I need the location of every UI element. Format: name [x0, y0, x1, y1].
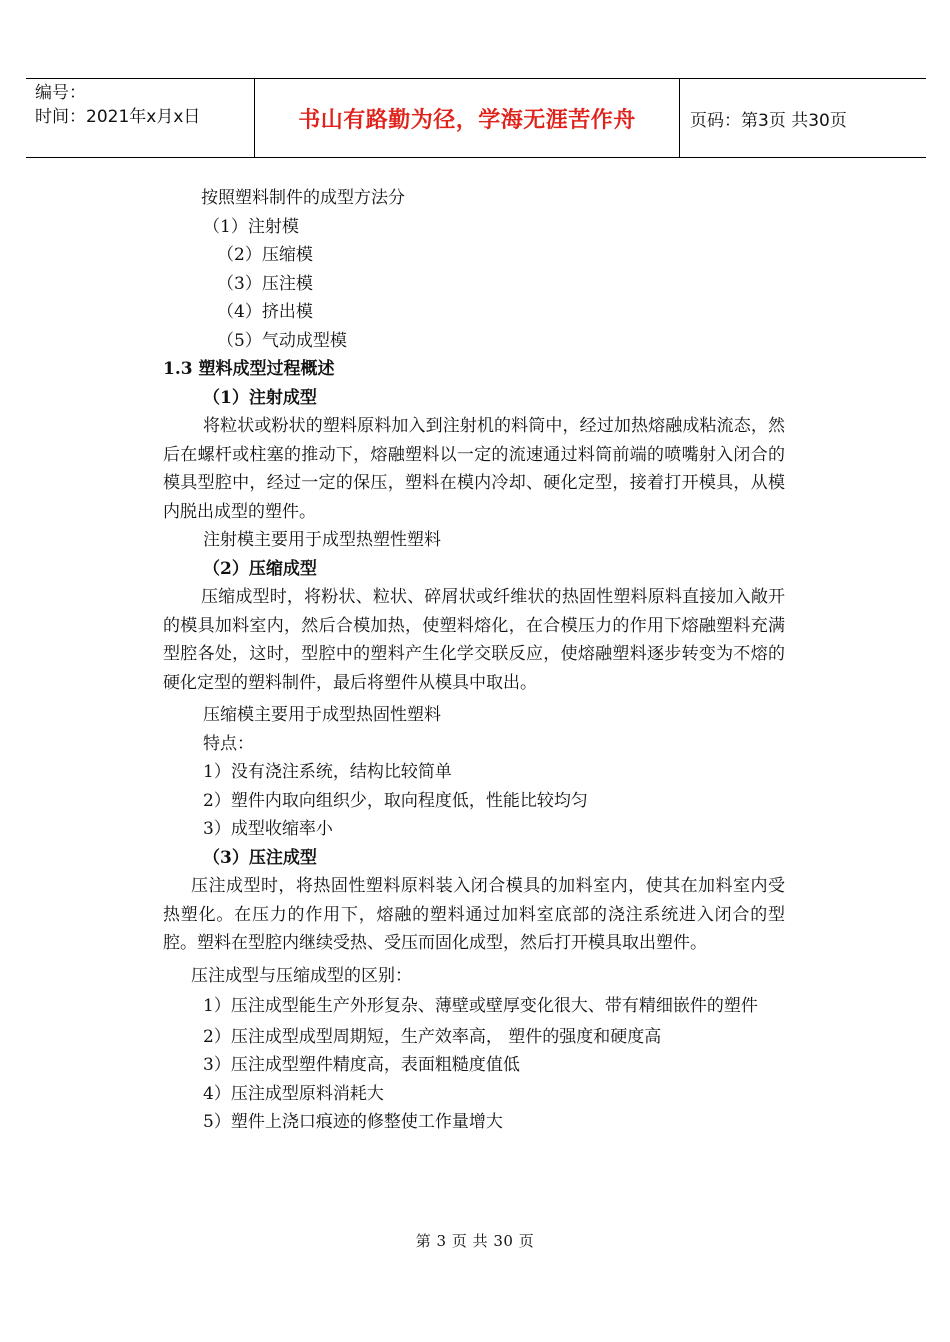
document-header [26, 78, 926, 158]
text-line: 压缩模主要用于成型热固性塑料 [203, 705, 441, 725]
difference-item: 5）塑件上浇口痕迹的修整使工作量增大 [203, 1112, 503, 1132]
header-page-cell [680, 79, 926, 157]
mold-type-item: （2）压缩模 [217, 245, 313, 265]
date-line: 时间：2021年x月x日 [35, 107, 201, 127]
feature-item: 2）塑件内取向组织少，取向程度低，性能比较均匀 [203, 790, 588, 811]
page-footer: 第 3 页 共 30 页 [415, 1232, 535, 1250]
motto-text: 书山有路勤为径，学海无涯苦作舟 [298, 107, 636, 133]
serial-number-label: 编号： [35, 83, 86, 103]
mold-type-item: （1）注射模 [203, 216, 299, 237]
difference-item: 1）压注成型能生产外形复杂、薄壁或壁厚变化很大、带有精细嵌件的塑件 [203, 996, 758, 1016]
text-line: 注射模主要用于成型热塑性塑料 [203, 530, 441, 550]
document-body [163, 184, 785, 1137]
mold-type-item: （5）气动成型模 [217, 330, 347, 351]
subsection-heading: （2）压缩成型 [203, 558, 317, 579]
header-info-cell [26, 79, 254, 157]
difference-item: 3）压注成型塑件精度高，表面粗糙度值低 [203, 1055, 520, 1075]
subsection-heading: （1）注射成型 [203, 387, 317, 408]
difference-item: 4）压注成型原料消耗大 [203, 1083, 384, 1104]
mold-type-item: （4）挤出模 [217, 302, 313, 322]
header-motto-cell [254, 79, 680, 157]
difference-item: 2）压注成型成型周期短，生产效率高， 塑件的强度和硬度高 [203, 1026, 662, 1047]
paragraph: 压缩成型时，将粉状、粒状、碎屑状或纤维状的热固性塑料原料直接加入敞开的模具加料室内，然后合模加热，使塑料熔化，在合模压力的作用下熔融塑料充满型腔各处，这时，型腔中的塑料产生化学交联反应，使熔融塑料逐步转变为不熔的硬化定型的塑料制件，最后将塑件从模具中取出。 [163, 587, 785, 693]
paragraph: 压注成型时，将热固性塑料原料装入闭合模具的加料室内，使其在加料室内受热塑化。在压力的作用下，熔融的塑料通过加料室底部的浇注系统进入闭合的型腔。塑料在型腔内继续受热、受压而固化成型，然后打开模具取出塑件。 [163, 876, 785, 953]
feature-item: 1）没有浇注系统，结构比较简单 [203, 762, 452, 782]
subsection-heading: （3）压注成型 [203, 847, 317, 868]
text-line: 特点： [203, 733, 254, 754]
intro-line: 按照塑料制件的成型方法分 [201, 188, 405, 208]
mold-type-item: （3）压注模 [217, 273, 313, 294]
text-line: 压注成型与压缩成型的区别： [191, 965, 412, 986]
paragraph: 将粒状或粉状的塑料原料加入到注射机的料筒中，经过加热熔融成粘流态，然后在螺杆或柱塞的推动下，熔融塑料以一定的流速通过料筒前端的喷嘴射入闭合的模具型腔中，经过一定的保压，塑料在模内冷却、硬化定型，接着打开模具，从模内脱出成型的塑件。 [163, 416, 785, 522]
section-heading: 1.3 塑料成型过程概述 [163, 359, 335, 379]
feature-item: 3）成型收缩率小 [203, 819, 333, 839]
header-page-number: 页码：第3页 共30页 [690, 110, 847, 131]
